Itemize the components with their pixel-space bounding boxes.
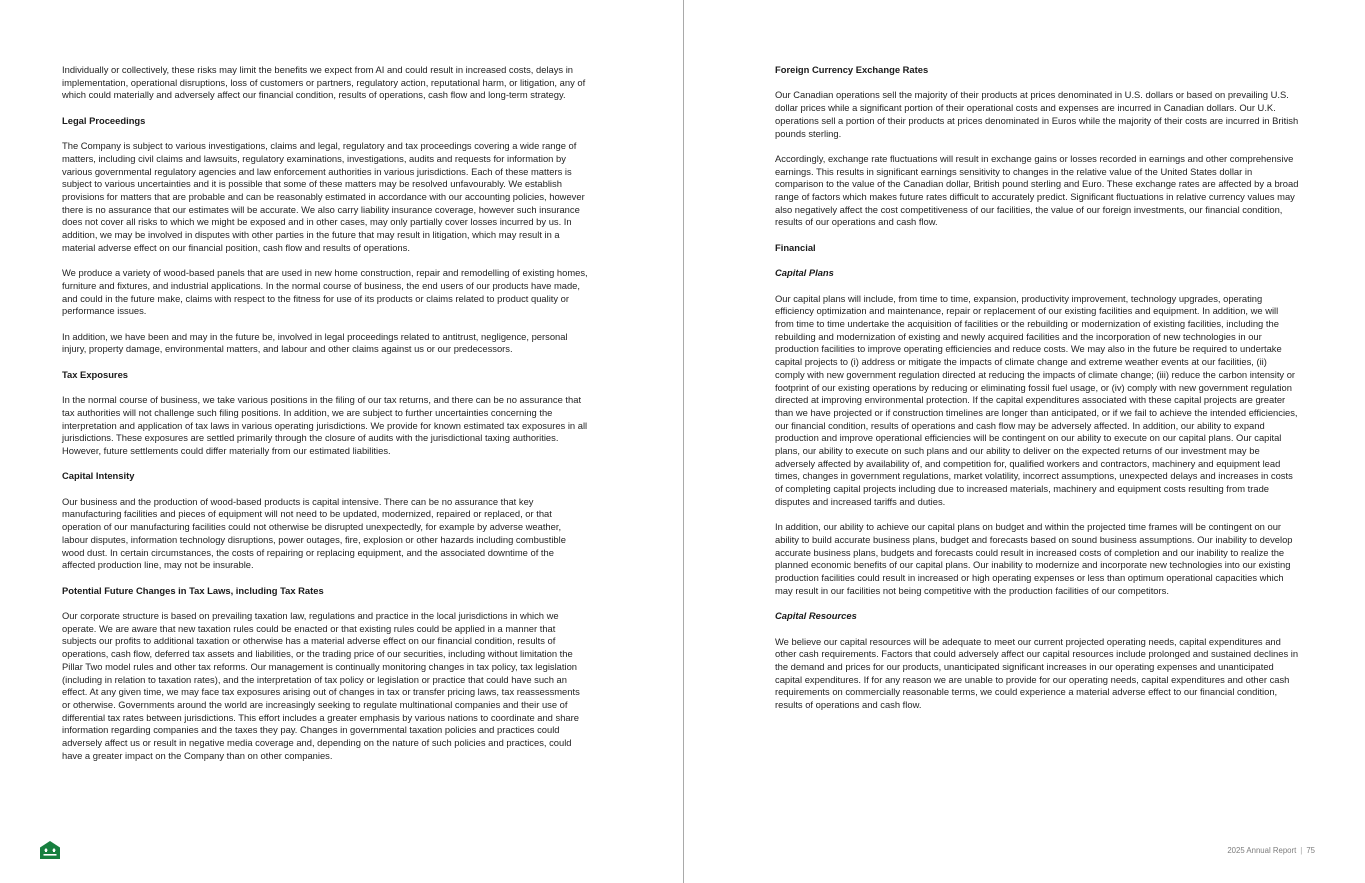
section-heading: Foreign Currency Exchange Rates [775,64,929,75]
paragraph: Our capital plans will include, from time to time, expansion, productivity improvement, technology upgrades, operating efficiency optimization and maintenance, repair or replacement of our existing facilities and equipment. In addition, we will from time to time undertake the acquisition of facilities or the rebuilding or modernization of existing facilities, including the rebuilding and modernization of existing and newly acquired facilities and the incorporation of new technologies in our production facilities to improve operating efficiencies and reduce costs. We may also in the future be required to undertake capital projects to (i) address or mitigate the impacts of climate change and extreme weather events at our facilities, (ii) comply with new government regulation directed at reducing the impacts of climate change; (iii) reduce the carbon intensity or footprint of our existing operations by reducing or eliminating fossil fuel usage, or (iv) comply with new government regulation directed at improving environmental protection. If the capital expenditures associated with these capital projects are greater than we have projected or if construction timelines are longer than anticipated, or if we fail to achieve the intended efficiencies, our financial condition, results of operations and cash flow may be adversely affected. In addition, our ability to expand production and improve operational efficiencies will be contingent on our ability to execute on our capital plans. Our capital plans, our ability to execute on such plans and our ability to deliver on the expected returns of our investment may be adversely affected by availability of, and competition for, qualified workers and contractors, machinery and equipment lead times, changes in government regulations, market volatility, incorrect assumptions, unexpected delays and increases in costs of completing capital projects including due to increased materials, machinery and equipment costs resulting from trade disputes and increased tariffs and duties. [775,292,1298,507]
paragraph: Individually or collectively, these risks may limit the benefits we expect from AI and could result in increased costs, delays in implementation, operational disruptions, loss of customers or partners, regulatory action, reputational harm, or litigation, any of which could materially and adversely affect our financial condition, results of operations, cash flow and long-term strategy. [62,64,586,101]
company-house-logo-icon [40,841,60,859]
footer-separator: | [1300,846,1303,855]
report-title-label: 2025 Annual Report [1227,846,1297,855]
paragraph: We produce a variety of wood-based panels that are used in new home construction, repair and remodelling of existing homes, furniture and fixtures, and industrial applications. In the normal course of business, the end users of our products have made, and could in the future make, claims with respect to the fitness for use of its products or claims related to product quality or performance issues. [62,267,588,317]
section-heading: Financial [775,241,816,253]
paragraph: The Company is subject to various investigations, claims and legal, regulatory and tax proceedings covering a wide range of matters, including civil claims and lawsuits, regulatory examinations, investigations, audits and requests for information by various governmental regulatory agencies and law enforcement authorities in various jurisdictions. Each of these matters is subject to various uncertainties and it is possible that some of these matters may be resolved unfavourably. We establish provisions for matters that are probable and can be reasonably estimated in accordance with our accounting policies, however there is no assurance that our estimates will be accurate. We also carry liability insurance coverage, however such insurance does not cover all risks to which we might be exposed and in other cases, may only partially cover losses incurred by us. In addition, we may be involved in disputes with other parties in the future that may result in litigation, which may result in a material adverse effect on our financial position, cash flow and results of operations. [62,140,585,253]
paragraph: Our Canadian operations sell the majority of their products at prices denominated in U.S. dollars or based on prevailing U.S. dollar prices while a significant portion of their operational costs and expenses are incurred in Canadian dollars. Our U.K. operations sell a portion of their products at prices denominated in Euros while the majority of their costs are incurred in British pounds sterling. [775,89,1299,139]
paragraph: Our corporate structure is based on prevailing taxation law, regulations and practice in the local jurisdictions in which we operate. We are aware that new taxation rules could be enacted or that existing rules could be applied in a manner that subjects our profits to additional taxation or otherwise has a material adverse effect on our financial condition, results of operations, cash flow, deferred tax assets and liabilities, or the trading price of our securities, including without limitation the Pillar Two model rules and other tax reforms. Our management is continually monitoring changes in tax policy, tax legislation (including in relation to taxation rates), and the interpretation of tax policy or legislation or practice that could have such an effect. At any given time, we may face tax exposures arising out of changes in tax or transfer pricing laws, tax reassessments or otherwise. Governments around the world are increasingly seeking to regulate multinational companies and their use of differential tax rates between jurisdictions. This effort includes a greater emphasis by various nations to coordinate and share information regarding companies and the taxes they pay. Changes in governmental taxation policies and practices could adversely affect us or result in negative media coverage and, depending on the nature of such policies and practices, could have a greater impact on the Company than on other companies. [62,610,580,761]
section-heading: Potential Future Changes in Tax Laws, including Tax Rates [62,584,324,596]
paragraph: We believe our capital resources will be adequate to meet our current projected operating needs, capital expenditures and other cash requirements. Factors that could adversely affect our capital resources include prolonged and sustained declines in the demand and prices for our products, unanticipated significant increases in our operating expenses and unanticipated capital expenditures. If for any reason we are unable to provide for our operating needs, capital expenditures and other cash requirements on commercially reasonable terms, we could experience a material adverse effect to our financial condition, results of operations and cash flow. [775,635,1299,711]
section-heading: Legal Proceedings [62,114,146,126]
page-divider [683,0,684,883]
section-heading: Capital Resources [775,610,857,622]
section-heading: Capital Intensity [62,470,135,482]
paragraph: Our business and the production of wood-based products is capital intensive. There can be no assurance that key manufacturing facilities and pieces of equipment will not need to be updated, modernized, repaired or replaced, or that operation of our manufacturing facilities could not otherwise be disrupted unexpectedly, for example by adverse weather, labour disputes, information technology disruptions, power outages, fire, explosion or other hazards including combustible wood dust. In certain circumstances, the costs of repairing or replacing equipment, and the associated downtime of the affected production line, may not be insurable. [62,495,566,571]
page-footer [1227,846,1315,856]
section-heading: Capital Plans [775,267,834,279]
paragraph: In addition, we have been and may in the future be, involved in legal proceedings related to antitrust, negligence, personal injury, property damage, environmental matters, and labour and other claims against us or our predecessors. [62,330,568,355]
paragraph: Accordingly, exchange rate fluctuations will result in exchange gains or losses recorded in earnings and other comprehensive earnings. This results in significant earnings sensitivity to changes in the relative value of the United States dollar in comparison to the value of the Canadian dollar, British pound sterling and Euro. These exchange rates are affected by a broad range of factors which makes future rates difficult to accurately predict. Significant fluctuations in relative currency values may also negatively affect the cost competitiveness of our facilities, the value of our foreign investments, our financial condition, results of our operations and cash flow. [775,152,1299,228]
right-page-column [775,64,1299,724]
paragraph: In addition, our ability to achieve our capital plans on budget and within the projected time frames will be contingent on our ability to build accurate business plans, budget and forecasts based on sound business assumptions. Our inability to develop accurate business plans, budgets and forecasts could result in increased costs of completion and our inability to realize the planned economic benefits of our capital plans. Our inability to modernize and incorporate new technologies into our existing production facilities could result in increased or high operating expenses or less than optimum operational capacities which may result in our facilities not being competitive with the production facilities of our competitors. [775,521,1293,596]
left-page-column [62,64,588,775]
page-number: 75 [1306,846,1315,855]
paragraph: In the normal course of business, we take various positions in the filing of our tax returns, and there can be no assurance that tax authorities will not challenge such filing positions. In addition, we are subject to further uncertainties concerning the interpretation and application of tax laws in various operating jurisdictions. We provide for known estimated tax exposures in all jurisdictions. These exposures are settled primarily through the closure of audits with the jurisdictional taxing authorities. However, future settlements could differ materially from our estimated liabilities. [62,394,588,456]
section-heading: Tax Exposures [62,368,128,380]
